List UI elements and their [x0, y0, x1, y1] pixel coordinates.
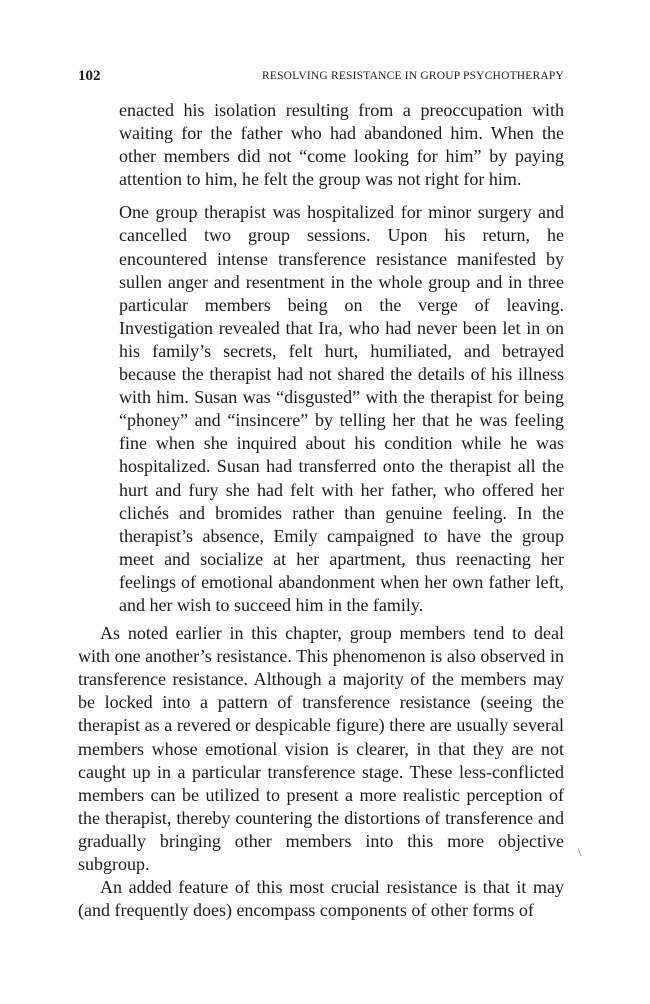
page-header: [78, 68, 564, 88]
paragraph-2: An added feature of this most crucial resistance is that it may (and frequently does) encompass components of other forms of: [78, 877, 564, 921]
case-extract-2: One group therapist was hospitalized for minor surgery and cancelled two group sessions. Upon his return, he encountered intense transference resistance manifested by sullen anger and resentment in the whole group and in three particular members being on the verge of leaving. Investigation revealed that Ira, who had never been let in on his family’s secrets, felt hurt, humiliated, and betrayed because the therapist had not shared the details of his illness with him. Susan was “disgusted” with the therapist for being “phoney” and “insincere” by telling her that he was feeling fine when she inquired about his condition while he was hospitalized. Susan had transferred onto the therapist all the hurt and fury she had felt with her father, who offered her clichés and bromides rather than genuine feeling. In the therapist’s absence, Emily campaigned to have the group meet and socialize at her apartment, thus reenacting her feelings of emotional abandonment when her own father left, and her wish to succeed him in the family.: [119, 202, 564, 615]
case-extract-1: enacted his isolation resulting from a preoccupation with waiting for the father who had abandoned him. When the other members did not “come looking for him” by paying attention to him, he felt the group was not right for him.: [119, 100, 564, 190]
stray-mark: \: [578, 845, 582, 859]
body-text: [78, 99, 564, 922]
running-head: RESOLVING RESISTANCE IN GROUP PSYCHOTHERAPY: [261, 70, 564, 82]
paragraph-1: As noted earlier in this chapter, group members tend to deal with one another’s resistance. This phenomenon is also observed in transference resistance. Although a majority of the members may be locked into a pattern of transference resistance (seeing the therapist as a revered or despicable figure) there are usually several members whose emotional vision is clearer, in that they are not caught up in a particular transference stage. These less-conflicted members can be utilized to present a more realistic perception of the therapist, thereby countering the distortions of transference and gradually bringing other members into this more objective subgroup.: [78, 623, 564, 874]
page-number: 102: [78, 68, 101, 84]
